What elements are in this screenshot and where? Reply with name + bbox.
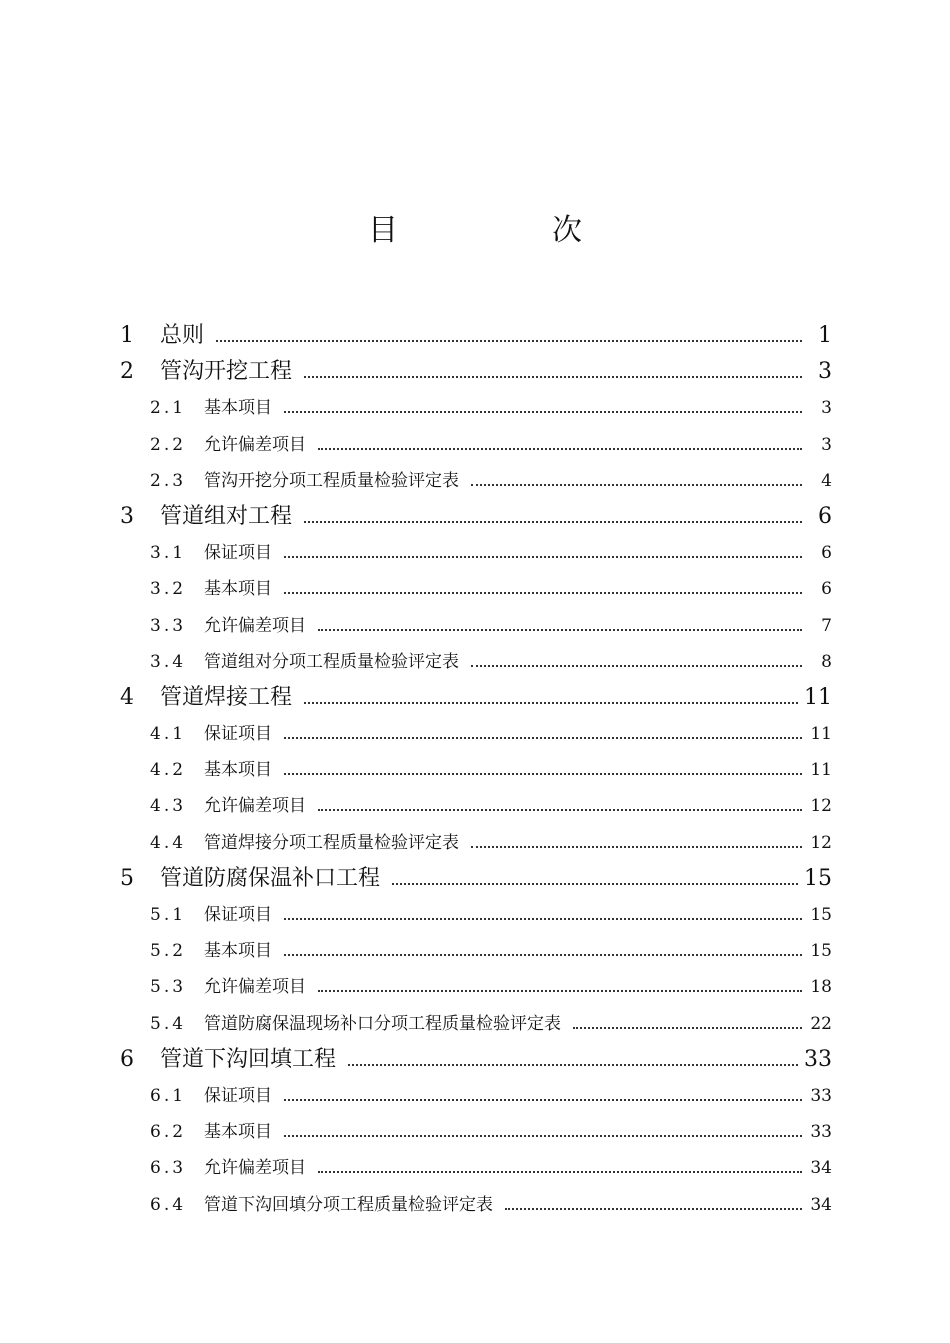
toc-dot-leader — [471, 845, 802, 848]
toc-section-row[interactable] — [120, 752, 832, 788]
toc-section-row[interactable] — [120, 1006, 832, 1042]
toc-entry-title: 允许偏差项目 — [204, 796, 306, 817]
toc-entry-number: 4.1 — [150, 724, 187, 745]
toc-dot-leader — [348, 1063, 798, 1066]
toc-entry-page: 18 — [810, 977, 832, 998]
toc-entry-page: 4 — [821, 470, 832, 491]
toc-section-row[interactable] — [120, 535, 832, 571]
toc-dot-leader — [318, 808, 802, 811]
toc-entry-title: 基本项目 — [204, 398, 272, 419]
toc-dot-leader — [505, 1207, 802, 1210]
toc-section-row[interactable] — [120, 1187, 832, 1223]
toc-section-row[interactable] — [120, 390, 832, 426]
toc-entry-title: 管道组对工程 — [160, 503, 293, 529]
toc-chapter-row[interactable] — [120, 499, 832, 535]
toc-dot-leader — [318, 989, 802, 992]
toc-entry-page: 22 — [810, 1013, 832, 1034]
toc-entry-number: 4.4 — [150, 832, 187, 853]
toc-entry-number: 2.3 — [150, 470, 187, 491]
toc-entry-title: 允许偏差项目 — [204, 1158, 306, 1179]
toc-entry-page: 12 — [810, 796, 832, 817]
toc-dot-leader — [284, 917, 802, 920]
toc-entry-page: 6 — [821, 579, 832, 600]
toc-entry-number: 3.2 — [150, 579, 187, 600]
toc-chapter-row[interactable] — [120, 1042, 832, 1078]
toc-entry-page: 11 — [804, 684, 832, 710]
toc-section-row[interactable] — [120, 1078, 832, 1114]
toc-section-row[interactable] — [120, 1114, 832, 1150]
toc-entry-number: 6.4 — [150, 1194, 187, 1215]
toc-entry-page: 6 — [821, 543, 832, 564]
toc-entry-page: 6 — [818, 503, 832, 529]
toc-chapter-row[interactable] — [120, 354, 832, 390]
toc-dot-leader — [304, 375, 802, 378]
toc-section-row[interactable] — [120, 1150, 832, 1186]
toc-dot-leader — [216, 339, 802, 342]
toc-entry-number: 2.2 — [150, 434, 187, 455]
toc-section-row[interactable] — [120, 969, 832, 1005]
toc-entry-number: 2.1 — [150, 398, 187, 419]
toc-entry-title: 管道下沟回填分项工程质量检验评定表 — [204, 1194, 493, 1215]
toc-entry-page: 33 — [810, 1085, 832, 1106]
toc-entry-number: 4.3 — [150, 796, 187, 817]
toc-dot-leader — [304, 701, 798, 704]
toc-chapter-row[interactable] — [120, 861, 832, 897]
toc-section-row[interactable] — [120, 427, 832, 463]
toc-chapter-row[interactable] — [120, 318, 832, 354]
toc-entry-page: 34 — [810, 1194, 832, 1215]
toc-entry-title: 管道下沟回填工程 — [160, 1046, 337, 1072]
toc-entry-page: 11 — [810, 724, 832, 745]
toc-dot-leader — [573, 1026, 802, 1029]
toc-dot-leader — [284, 591, 802, 594]
toc-entry-title: 允许偏差项目 — [204, 615, 306, 636]
page-title: 目 次 — [368, 213, 644, 248]
toc-section-row[interactable] — [120, 825, 832, 861]
toc-section-row[interactable] — [120, 933, 832, 969]
toc-entry-page: 34 — [810, 1158, 832, 1179]
toc-entry-title: 基本项目 — [204, 941, 272, 962]
toc-entry-page: 15 — [804, 865, 832, 891]
toc-entry-title: 管道防腐保温现场补口分项工程质量检验评定表 — [204, 1013, 561, 1034]
toc-chapter-row[interactable] — [120, 680, 832, 716]
toc-entry-title: 保证项目 — [204, 724, 272, 745]
toc-entry-number: 5.2 — [150, 941, 187, 962]
toc-dot-leader — [284, 772, 802, 775]
toc-entry-page: 3 — [818, 359, 832, 385]
toc-dot-leader — [284, 736, 802, 739]
toc-entry-number: 6.3 — [150, 1158, 187, 1179]
toc-dot-leader — [392, 882, 798, 885]
toc-entry-page: 11 — [810, 760, 832, 781]
toc-entry-page: 15 — [810, 941, 832, 962]
toc-entry-number: 5 — [120, 865, 134, 891]
toc-entry-title: 总则 — [160, 323, 205, 348]
toc-dot-leader — [318, 628, 802, 631]
toc-entry-number: 6 — [120, 1046, 134, 1072]
toc-entry-number: 1 — [120, 323, 134, 348]
toc-entry-title: 管道焊接工程 — [160, 684, 293, 710]
toc-entry-title: 管道组对分项工程质量检验评定表 — [204, 651, 459, 672]
toc-entry-page: 3 — [821, 398, 832, 419]
toc-dot-leader — [304, 520, 802, 523]
toc-entry-number: 3.4 — [150, 651, 187, 672]
toc-dot-leader — [318, 447, 802, 450]
toc-dot-leader — [471, 664, 802, 667]
toc-dot-leader — [318, 1170, 802, 1173]
toc-entry-title: 基本项目 — [204, 579, 272, 600]
toc-entry-title: 管道防腐保温补口工程 — [160, 865, 381, 891]
toc-entry-page: 3 — [821, 434, 832, 455]
toc-entry-page: 1 — [818, 323, 832, 348]
toc-entry-title: 保证项目 — [204, 1085, 272, 1106]
toc-entry-number: 5.3 — [150, 977, 187, 998]
toc-entry-title: 保证项目 — [204, 905, 272, 925]
toc-entry-number: 6.1 — [150, 1085, 187, 1106]
toc-entry-number: 5.4 — [150, 1013, 187, 1034]
toc-dot-leader — [284, 1134, 802, 1137]
toc-entry-number: 3.3 — [150, 615, 187, 636]
toc-section-row[interactable] — [120, 644, 832, 680]
toc-entry-title: 允许偏差项目 — [204, 977, 306, 998]
toc-entry-page: 15 — [810, 905, 832, 925]
toc-entry-title: 管沟开挖工程 — [160, 359, 293, 385]
toc-entry-page: 7 — [821, 615, 832, 636]
toc-entry-number: 3 — [120, 503, 134, 529]
toc-dot-leader — [284, 953, 802, 956]
table-of-contents — [120, 318, 832, 1223]
toc-entry-number: 4.2 — [150, 760, 187, 781]
toc-entry-number: 3.1 — [150, 543, 187, 564]
toc-entry-number: 6.2 — [150, 1122, 187, 1143]
toc-section-row[interactable] — [120, 608, 832, 644]
toc-entry-title: 允许偏差项目 — [204, 434, 306, 455]
toc-entry-title: 管道焊接分项工程质量检验评定表 — [204, 832, 459, 853]
toc-entry-title: 管沟开挖分项工程质量检验评定表 — [204, 470, 459, 491]
toc-entry-number: 4 — [120, 684, 134, 710]
toc-section-row[interactable] — [120, 463, 832, 499]
toc-entry-title: 基本项目 — [204, 1122, 272, 1143]
toc-dot-leader — [284, 555, 802, 558]
toc-entry-number: 2 — [120, 359, 134, 385]
toc-entry-page: 33 — [804, 1046, 832, 1072]
toc-section-row[interactable] — [120, 571, 832, 607]
toc-section-row[interactable] — [120, 788, 832, 824]
toc-entry-number: 5.1 — [150, 905, 187, 925]
toc-dot-leader — [284, 410, 802, 413]
toc-dot-leader — [284, 1098, 802, 1101]
toc-entry-title: 保证项目 — [204, 543, 272, 564]
toc-entry-page: 12 — [810, 832, 832, 853]
toc-entry-page: 33 — [810, 1122, 832, 1143]
toc-dot-leader — [471, 483, 802, 486]
toc-section-row[interactable] — [120, 897, 832, 933]
toc-entry-page: 8 — [821, 651, 832, 672]
toc-section-row[interactable] — [120, 716, 832, 752]
toc-entry-title: 基本项目 — [204, 760, 272, 781]
